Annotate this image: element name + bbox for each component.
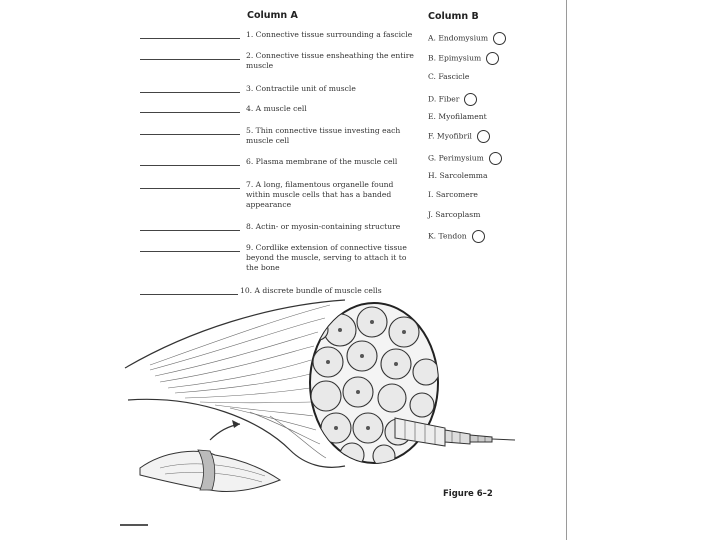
column-a-item-10: 10. A discrete bundle of muscle cells [240,286,382,295]
column-b-option-f: F. Myofibril [428,130,490,143]
column-b-option-j: J. Sarcoplasm [428,210,481,219]
column-a-item-6: 6. Plasma membrane of the muscle cell [246,157,398,166]
column-a-item-2: 2. Connective tissue ensheathing the entire muscle [246,51,414,70]
column-b-option-a: A. Endomysium [428,32,506,45]
column-b-option-i: I. Sarcomere [428,190,478,199]
column-a-item-8: 8. Actin- or myosin-containing structure [246,222,401,231]
scan-edge-line [566,0,567,540]
column-a-item-4: 4. A muscle cell [246,104,307,113]
column-b-option-e: E. Myofilament [428,112,487,121]
column-a-item-5: 5. Thin connective tissue investing each muscle cell [246,126,401,145]
column-a-item-7: 7. A long, filamentous organelle found within muscle cells that has a banded appearance [246,180,394,209]
column-b-heading: Column B [428,11,479,22]
column-b-option-g: G. Perimysium [428,152,502,165]
column-a-item-9: 9. Cordlike extension of connective tissue beyond the muscle, serving to attach it to the bone [246,243,407,272]
column-a-item-1: 1. Connective tissue surrounding a fascicle [246,30,413,39]
column-a-item-3: 3. Contractile unit of muscle [246,84,356,93]
column-b-option-c: C. Fascicle [428,72,470,81]
column-b-option-k: K. Tendon [428,230,485,243]
scan-artifact-mark [120,524,148,526]
figure-caption: Figure 6–2 [443,489,493,499]
column-b-option-b: B. Epimysium [428,52,499,65]
column-b-option-d: D. Fiber [428,93,477,106]
column-b-option-h: H. Sarcolemma [428,171,488,180]
column-a-heading: Column A [247,10,298,21]
